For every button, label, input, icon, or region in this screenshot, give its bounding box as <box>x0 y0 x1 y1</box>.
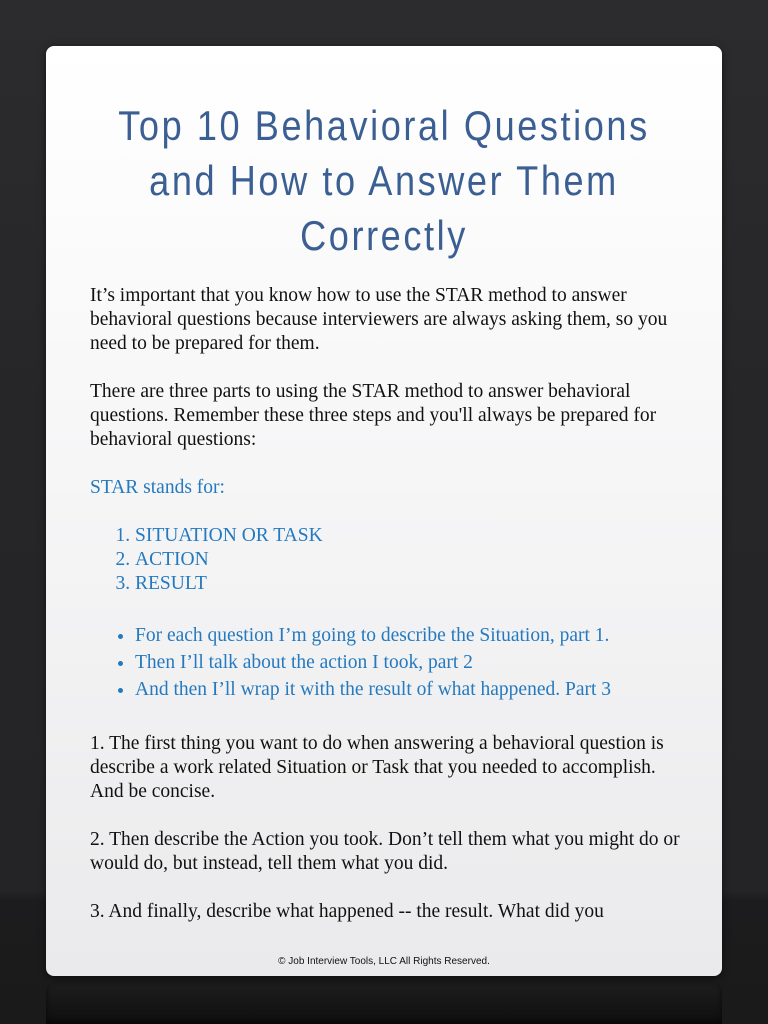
list-item: 1. SITUATION OR TASK <box>135 524 690 548</box>
star-intro-paragraph: There are three parts to using the STAR method to answer behavioral questions. Remember these three steps and you'll always be prepared for behavioral questions: <box>90 381 657 450</box>
document-body <box>90 284 690 924</box>
step-paragraph-situation: 1. The first thing you want to do when answering a behavioral question is describe a work related Situation or Task that you needed to accomplish. And be concise. <box>90 733 664 802</box>
title-line-1: Top 10 Behavioral Questions <box>118 102 650 149</box>
star-steps-list <box>90 524 690 596</box>
star-label: STAR stands for: <box>90 477 225 498</box>
list-item: • Then I’ll talk about the action I took, part 2 <box>135 649 690 676</box>
star-bullets-list <box>90 622 690 703</box>
list-item: • And then I’ll wrap it with the result of what happened. Part 3 <box>135 676 690 703</box>
viewer-bottom-bar <box>46 982 722 1024</box>
list-item: 3. RESULT <box>135 572 690 596</box>
step-paragraph-result: 3. And finally, describe what happened -- the result. What did you <box>90 901 604 922</box>
title-line-2: and How to Answer Them <box>149 157 619 204</box>
copyright-footer: © Job Interview Tools, LLC All Rights Reserved. <box>278 956 490 967</box>
document-page <box>46 46 722 976</box>
list-item: 2. ACTION <box>135 548 690 572</box>
list-item: • For each question I’m going to describe the Situation, part 1. <box>135 622 690 649</box>
title-line-3: Correctly <box>300 212 468 259</box>
intro-paragraph: It’s important that you know how to use the STAR method to answer behavioral questions because interviewers are always asking them, so you need to be prepared for them. <box>90 285 668 354</box>
step-paragraph-action: 2. Then describe the Action you took. Don’t tell them what you might do or would do, but instead, tell them what you did. <box>90 829 680 874</box>
page-title <box>93 98 674 263</box>
